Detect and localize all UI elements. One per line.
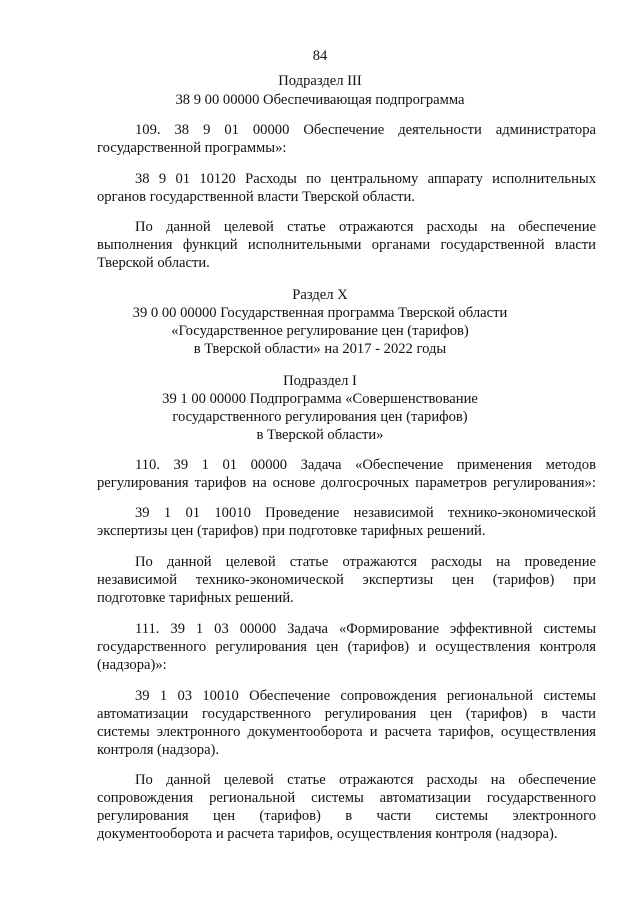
item-109-line-2: государственной программы»: [97,140,287,156]
para-1-line-1: По данной целевой статье отражаются расходы на обеспечение [135,219,596,235]
subsection-3-heading: Подраздел III [278,73,362,89]
code-39-1-03-10010-line-2: автоматизации государственного регулирования цен (тарифов) в части [97,706,596,722]
item-111-line-3: (надзора)»: [97,657,167,673]
code-38-9-01-10120-line-1: 38 9 01 10120 Расходы по центральному аппарату исполнительных [135,171,596,187]
para-1-line-2: выполнения функций исполнительными органами государственной власти [97,237,596,253]
page-number: 84 [312,48,328,64]
para-2-line-3: подготовке тарифных решений. [97,590,294,606]
para-3-line-1: По данной целевой статье отражаются расходы на обеспечение [135,772,596,788]
section-10-line-2: «Государственное регулирование цен (тарифов) [171,323,469,339]
code-39-1-01-10010-line-2: экспертизы цен (тарифов) при подготовке тарифных решений. [97,523,486,539]
item-111-line-1: 111. 39 1 03 00000 Задача «Формирование эффективной системы [135,621,596,637]
code-38-9-01-10120-line-2: органов государственной власти Тверской области. [97,189,415,205]
item-110-line-1: 110. 39 1 01 00000 Задача «Обеспечение применения методов [135,457,596,473]
para-2-line-2: независимой технико-экономической экспертизы цен (тарифов) при [97,572,596,588]
subsection-1-line-2: государственного регулирования цен (тарифов) [172,409,468,425]
para-3-line-3: регулирования цен (тарифов) в части системы электронного [97,808,596,824]
item-110-line-2: регулирования тарифов на основе долгосрочных параметров регулирования»: [97,475,596,491]
section-10-line-1: 39 0 00 00000 Государственная программа Тверской области [132,305,508,321]
section-10-heading: Раздел X [292,287,348,303]
code-39-1-03-10010-line-1: 39 1 03 10010 Обеспечение сопровождения региональной системы [135,688,596,704]
code-39-1-03-10010-line-4: контроля (надзора). [97,742,220,758]
item-111-line-2: государственного регулирования цен (тарифов) и осуществления контроля [97,639,596,655]
subsection-3-title: 38 9 00 00000 Обеспечивающая подпрограмма [175,92,465,108]
para-3-line-4: документооборота и расчета тарифов, осуществления контроля (надзора). [97,826,558,842]
subsection-1-heading: Подраздел I [283,373,357,389]
para-2-line-1: По данной целевой статье отражаются расходы на проведение [135,554,596,570]
para-3-line-2: сопровождения региональной системы автоматизации государственного [97,790,596,806]
code-39-1-03-10010-line-3: системы электронного документооборота и расчета тарифов, осуществления [97,724,596,740]
code-39-1-01-10010-line-1: 39 1 01 10010 Проведение независимой технико-экономической [135,505,596,521]
item-109-line-1: 109. 38 9 01 00000 Обеспечение деятельности администратора [135,122,596,138]
subsection-1-line-3: в Тверской области» [256,427,384,443]
subsection-1-line-1: 39 1 00 00000 Подпрограмма «Совершенствование [162,391,478,407]
para-1-line-3: Тверской области. [97,255,210,271]
section-10-line-3: в Тверской области» на 2017 - 2022 годы [193,341,447,357]
